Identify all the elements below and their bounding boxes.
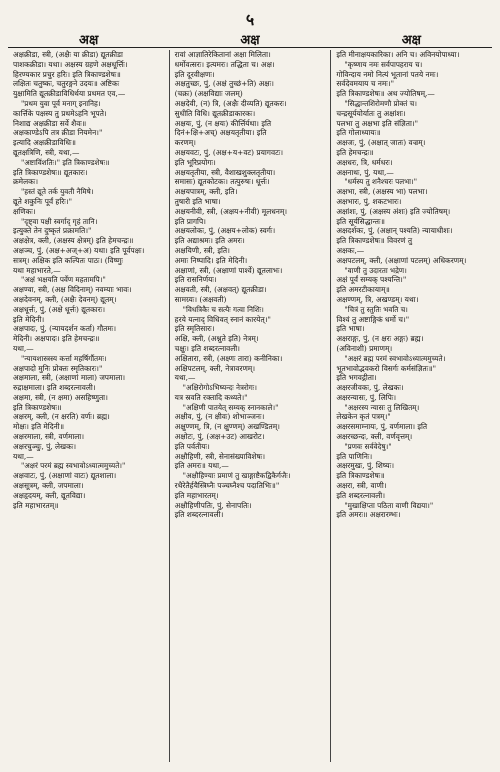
entry-line: इति मीनाक्षयकारिका। अनि च। अविनयोपाध्या। [336,50,460,59]
entry-line: अक्षि, क्ली, (अश्नुते इति) नेत्रम्। [174,334,259,344]
entry-line: अक्षयवटः, पुं, (अक्ष+य+वट) प्रयागवटः। [174,147,284,157]
entry-line: अक्षतुच्छः, पुं, (अक्षं तुच्छं+ति) अक्षः। [174,79,274,89]
entry-line: इति भूरिप्रयोगः। [174,157,216,167]
entry-line: धर्मोवत्सरः। इत्यमरः। तद्धिता च। अक्ष। [174,59,275,69]
entry-line: "अक्षिणी पातयेत् सम्यक् स्नानकाले।" [182,402,279,412]
entry-line: "विधत्रिकैः च सत्यैः गत्वा निशिः। [182,304,264,314]
entry-line: इति अमरः॥ यथा,— [174,461,229,471]
entry-line: हरये यत्नाद् विधिवत् स्नानं कारयेत्।" [174,314,271,324]
entry-line: इति पाणिनिः। [336,451,373,461]
entry-line: यत्र स्रवति रक्तादि कथ्यते।" [174,392,248,402]
entry-line: "अक्षिरोगोऽभिष्यन्दः नेत्ररोगः। [182,383,257,393]
entry-line: अक्षमाला, स्त्री, (अक्षाणां माला) जपमाला। [13,373,126,383]
entry-line: अक्षधरः, त्रि, धर्मधरः। [336,157,393,167]
entry-line: इति पर्वतीयः। [174,441,210,451]
entry-line: "दृष्ट्वा पक्षी स्वर्गाद् गृहं तानि। [21,216,98,226]
entry-line: रुद्राक्षमाला। इति शब्दरत्नावली। [13,383,96,393]
entry-line: युक्षामिति द्यूतक्रीडाविधिर्थया प्रथमत एव,— [13,89,126,99]
entry-line: क्रमेलकः। [13,177,39,187]
entry-line: इति रासनिर्णयः। [174,275,217,285]
entry-line: इति भाषा। [336,324,365,334]
entry-line: (चक्रः) (अक्षविद्याः जलम्) [174,89,243,99]
entry-line: अक्षौहिणीपतिः, पुं, सेनापतिः। [174,500,252,510]
entry-line: अक्षण्वा, स्त्री, (अक्ष विदिनाम्) नवम्याः भावः। [13,285,132,295]
entry-line: द्यूते शकुनिः पूर्वं हरिः।" [13,196,72,206]
page-header [8,6,492,50]
entry-line: पाशकक्रीडा। यथा। अक्षस्य ग्रहणे अक्षधूर्त्तिः। [13,59,128,69]
entry-line: अक्षमा, स्त्री, (न क्षमा) असहिष्णुता। [13,392,108,402]
guide-word-left: अक्ष [79,33,99,48]
text-columns [8,50,492,762]
entry-line: इति शब्दरत्नावली। [174,510,224,520]
entry-line: इति अमरः॥ अक्षरारम्भः। [336,510,401,520]
entry-line: इति महाभारतम्। [174,490,219,500]
entry-line: इति दूरवीक्षणः। [174,69,215,79]
entry-line: अक्षभा, स्त्री, (अक्षस्य भा) पलभा। [336,187,428,197]
entry-line: अक्षपादः, पुं, (न्यायदर्शन कर्ता) गौतमः। [13,324,117,334]
entry-line: "हस्तं द्यूते तर्क युवती नैमिषे। [21,187,94,197]
entry-line: भूतभावोद्भवकरो विसर्गः कर्मसंज्ञितः॥" [336,363,437,373]
entry-line: निशाद्य अक्षक्रीडा सर्वे शैवः॥ [13,118,87,128]
entry-line: इति त्रिकाण्डशेषः॥ द्यूतकारः। [13,167,88,177]
entry-line: "अक्षरं परमं ब्रह्म स्वभावोऽध्यात्ममुच्यते।" [21,461,126,471]
entry-line: "अक्षरस्य न्यासः तु लिखितम्। [344,402,420,412]
entry-line: अक्षरसमाम्नायः, पुं, वर्णमाला। इति [336,422,428,432]
column-left [8,50,169,762]
entry-line: "वाणी तु उदारता भद्रेण। [344,265,407,275]
guide-words [8,30,492,48]
entry-line: सत्रम्। अक्षिक इति कल्पितः पाठः। (विष्णुः [13,255,123,265]
entry-line: अक्षण्णम्, त्रि, अखण्डम्। यथा। [336,294,419,304]
entry-line: चन्द्रसूर्ययोर्यातः तु अक्षांशः। [336,108,406,118]
entry-line: गोविन्दाय नमो नित्यं भूतानां पतये नमः। [336,69,439,79]
entry-line: यथा,— [13,451,34,461]
page-number: ५ [245,10,255,29]
entry-line: "प्रणवः सर्ववेदेषु।" [344,441,392,451]
entry-line: अक्षयः, पुं, (न क्षयः) कीर्त्तिर्यथा। इति [174,118,272,128]
entry-line: अक्षधूर्त्तः, पुं, (अक्षे धूर्त्तः) द्यूतकारः। [13,304,106,314]
entry-line: अक्षरन्यासः, पुं, लिपिः। [336,392,397,402]
guide-word-center: अक्ष [240,33,260,48]
entry-line: अक्षक्रीडा, स्त्री, (अक्षैः या क्रीडा) द्यूतक्रीडा [13,50,123,59]
entry-line: अक्षरचुञ्चुः, पुं, लेखकः। [13,441,77,451]
entry-line: इति मेदिनी। [13,314,45,324]
entry-line: अक्षुण्णम्, त्रि, (न क्षुण्णम्) अखण्डितम्। [174,422,280,432]
entry-line: अक्षीव, पुं, (न क्षीवः) शोभाञ्जनः। [174,412,265,422]
entry-line: मेदिनी। अक्षपादः। इति हेमचन्द्रः॥ [13,334,100,344]
entry-line: अक्षजः, पुं, (अक्षात् जातः) वज्रम्। [336,138,426,148]
entry-line: अक्षपादो मुनिः प्रोक्तः स्मृतिकारः।" [13,363,103,373]
entry-line: लेखकेन कृतं पत्रम्।" [336,412,391,422]
entry-line: अक्षरम्, क्ली, (न क्षरति) वर्णः। ब्रह्म। [13,412,110,422]
entry-line: अक्षवाटः, पुं, (अक्षाणां वाटः) द्यूतशाला। [13,471,117,481]
entry-line: "अक्षौहिण्याः प्रमाणं तु खाङ्गाष्टैकद्विकैर्गजैः। [182,471,291,481]
entry-line: अक्षितारा, स्त्री, (अक्ष्णः तारा) कनीनिका। [174,353,283,363]
entry-line: चक्षुः। इति शब्दरत्नावली। [174,343,240,353]
entry-line: अक्षकाण्डेऽपि तत्र क्रीडा नियमेन।" [13,128,103,138]
entry-line: इति हेमचन्द्रः॥ [336,147,374,157]
entry-line: अक्षं पूर्वं सम्यक् पश्यन्ति।" [336,275,407,285]
entry-line: अक्षसूत्रम्, क्ली, जपमाला। [13,481,84,491]
entry-line: अक्षिपटलम्, क्ली, नेत्रावरणम्। [174,363,256,373]
entry-line: "चित्रं तु स्तुतिः भवति च। [344,304,408,314]
entry-line: "प्रथम युवा पूर्व मनाग् इनानिह। [21,98,101,108]
entry-line: अक्षनाथः, पुं, यथा,— [336,167,394,177]
entry-line: अक्षराङ्गः, पुं, (न क्षरः अङ्गः) ब्रह्म। [336,334,424,344]
entry-line: यथा,— [13,343,34,353]
entry-line: करणम्। [174,138,196,148]
entry-line: अक्षक्षेत्र, क्ली, (अक्षस्य क्षेत्रम्) इति हेमचन्द्रः॥ [13,236,134,246]
entry-line: इति सूर्यसिद्धान्तः॥ [336,216,385,226]
entry-line: तुषारी इति भाषा। [174,196,221,206]
entry-line: हिरण्यकार प्रचुर हरिः। इति त्रिकाण्डशेषः॥ [13,69,121,79]
entry-line: अक्षहृदयम्, क्ली, द्यूतविद्या। [13,490,86,500]
entry-line: (अविनाशी) प्रमाणम्। [336,343,393,353]
entry-line: अक्षकः,— [336,245,365,255]
entry-line: क्षणिकः। [13,206,36,216]
entry-line: इति त्रिकाण्डशेषः॥ अथ ज्योतिषम्,— [336,89,435,99]
entry-line: अक्षाणां, स्त्री, (अक्षाणां पार्श्वे) द्यूतलाभः। [174,265,283,275]
entry-line: दिनं+क्षि+अच्) अक्षयतृतीया। इति [174,128,267,138]
entry-line: "मुखाक्षिप्ता पठिता वाणी विद्यया।" [344,500,434,510]
entry-line: अक्षदेवनम्, क्ली, (अक्षैः देवनम्) द्यूतम्। [13,294,117,304]
entry-line: अक्षदेवी, (न) त्रि, (अक्षैः दीव्यति) द्यूतकरः। [174,98,287,108]
entry-line: रावां आज्ञातिरेकितानां अक्षा मिलिता। [174,50,271,59]
entry-line: अक्षांशः, पुं, (अक्षस्य अंशः) इति ज्योतिषम्। [336,206,451,216]
entry-line: इति स्मृतिसारः। [174,324,215,334]
entry-line: लक्षितः चतुष्कः, चतुरङ्गने उदयः॥ अष्टिकः [13,79,120,89]
entry-line: इति त्रिकाण्डशेषः॥ [336,471,385,481]
entry-line: इत्युक्ते तेन दुष्कृतं प्रक्रामति।" [13,226,92,236]
entry-line: "धर्मस्य तु शनैश्चरः पलभा।" [344,177,418,187]
entry-line: इति भगवद्गीता। [336,373,377,383]
header-rule [8,47,492,48]
guide-word-right: अक्ष [401,33,421,48]
entry-line: इति त्रिकाण्डशेषः॥ [13,402,62,412]
entry-line: "कृष्णाय नमः सर्वपापहराय च। [344,59,423,69]
entry-line: अक्षयिणी, स्त्री, इति। [174,245,230,255]
entry-line: इति अमरटीकायाम्॥ [336,285,390,295]
entry-line: सुधीति विधि। द्यूतक्रीडाकारकः। [174,108,256,118]
entry-line: अक्षयतृतीया, स्त्री, वैशाखशुक्लतृतीया। [174,167,276,177]
entry-line: इति महाभारतम्॥ [13,500,59,510]
column-right [330,50,492,762]
entry-line: "अष्टाविंशतिः।" इति त्रिकाण्डशेषः॥ [21,157,110,167]
entry-line: अक्षरमुखः, पुं, शिष्यः। [336,461,395,471]
entry-line: इत्यादि अक्षक्रीडाविधिः॥ [13,138,76,148]
entry-line: अक्षरमाला, स्त्री, वर्णमाला। [13,432,85,442]
entry-line: इति त्रिकाण्डशेषः॥ विवरणं तु [336,236,413,246]
entry-line: कार्त्तिके पक्षस्य तु प्रथमेऽहनि भूपते। [13,108,107,118]
column-middle [169,50,331,762]
entry-line: "अक्षं भक्षयति पर्वेण महतामपि।" [21,275,106,285]
entry-line: यथा महाभारते,— [13,265,61,275]
entry-line: "अक्षरं ब्रह्म परमं स्वभावोऽध्यात्ममुच्यते। [344,353,446,363]
entry-line: अक्षौहिणी, स्त्री, सेनासंख्याविशेषः। [174,451,266,461]
entry-line: अक्षयनीवी, स्त्री, (अक्षय+नीवी) मूलधनम्। [174,206,288,216]
entry-line: रथैरेतैर्हयैस्त्रिघ्नैः पञ्चघ्नैश्च पदातिभिः॥" [174,481,280,491]
entry-line: अक्षञ्च, पुं, (अक्ष+अज्+अ) यथा। इति पूर्वपक्षः। [13,245,145,255]
entry-line: मोक्षः। इति मेदिनी॥ [13,422,65,432]
entry-line: समासः) द्यूतकोटकः। तत्पुरुषः। धूर्त्तः। [174,177,270,187]
entry-line: यथा,— [174,373,196,383]
entry-line: अक्षपटलम्, क्ली, (अक्षाणां पटलम्) अधिकरणम्। [336,255,467,265]
entry-line: अक्षदर्शकः, पुं, (अक्षान् पश्यति) न्यायाधीशः। [336,226,453,236]
entry-line: विश्वं तु अष्टाङ्गिकं धर्मो च।" [336,314,410,324]
entry-line: इति शब्दरत्नावली। [336,490,386,500]
entry-line: अक्षोटः, पुं, (अक्ष+उट) आखरोट। [174,432,265,442]
entry-line: अक्षयलोकः, पुं, (अक्षय+लोक) स्वर्गः। [174,226,276,236]
entry-line: इति प्रागपि। [174,216,206,226]
entry-line: इति गोलाध्यायः॥ [336,128,381,138]
entry-line: अक्षयपात्रम्, क्ली, इति। [174,187,238,197]
entry-line: सामग्र्यः। (अक्षवती) [174,294,227,304]
entry-line: सर्वदेवमयाय च नमः।" [336,79,394,89]
entry-line: "सिद्धान्तशिरोमणौ प्रोक्तं च। [344,98,417,108]
entry-line: "न्यायशास्त्रस्य कर्त्ता महर्षिर्गौतमः। [21,353,107,363]
entry-line: अक्षवती, स्त्री, (अक्षवत्) द्यूतक्रीडा। [174,285,267,295]
entry-line: इति अद्याश्रमः। इति अमरः। [174,236,245,246]
entry-line: पलभा तु अक्षभा इति संज्ञिता।" [336,118,419,128]
entry-line: अमाः निष्पादि। इति मेदिनी। [174,255,248,265]
entry-line: अक्षरच्छन्दः, क्ली, वर्णवृत्तम्। [336,432,413,442]
entry-line: अक्षभारः, पुं, शकटभारः। [336,196,402,206]
entry-line: द्यूतक्षत्रिणि, स्त्री, यथा,— [13,147,80,157]
entry-line: अक्षरा, स्त्री, वाणी। [336,481,387,491]
entry-line: अक्षरजीवकः, पुं, लेखकः। [336,383,404,393]
